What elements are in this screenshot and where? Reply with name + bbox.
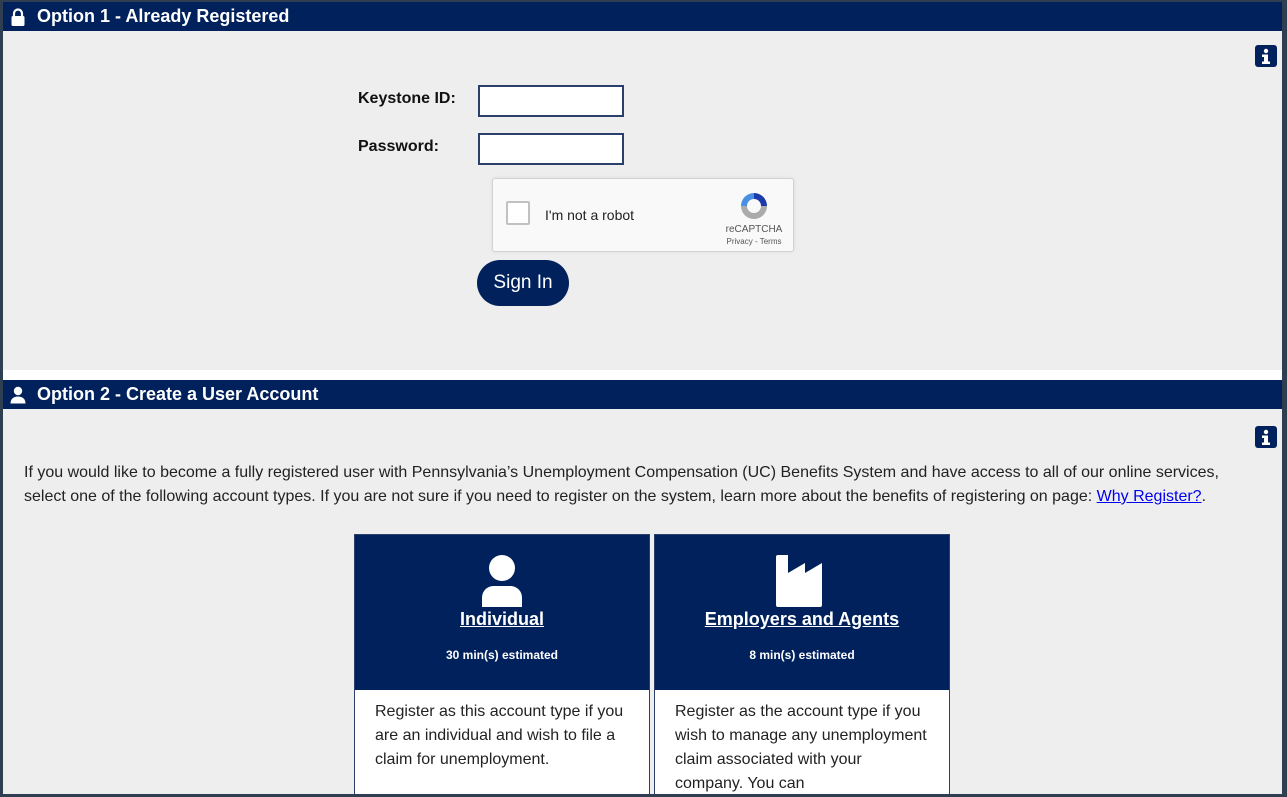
person-icon	[474, 553, 530, 609]
account-card-employers[interactable]	[654, 534, 950, 794]
individual-estimate: 30 min(s) estimated	[445, 648, 559, 662]
recaptcha-brand: reCAPTCHA	[725, 224, 783, 235]
recaptcha-widget	[492, 178, 794, 252]
factory-icon	[774, 553, 830, 609]
password-label: Password:	[358, 138, 439, 155]
recaptcha-logo-icon	[737, 189, 771, 223]
card-header	[355, 535, 649, 690]
recaptcha-label: I'm not a robot	[545, 207, 635, 223]
sign-in-button[interactable]: Sign In	[477, 260, 569, 306]
keystone-id-input[interactable]	[478, 85, 624, 117]
intro-end: .	[1201, 488, 1207, 505]
card-header	[655, 535, 949, 690]
employers-description: Register as the account type if you wish to manage any unemployment claim associated with your company. You can	[675, 703, 927, 792]
option1-header[interactable]	[3, 2, 1282, 31]
option1-panel	[3, 31, 1282, 370]
password-input[interactable]	[478, 133, 624, 165]
option2-header[interactable]	[3, 380, 1282, 409]
user-icon	[9, 386, 27, 404]
recaptcha-privacy-terms-link[interactable]: Privacy - Terms	[726, 237, 782, 246]
info-icon[interactable]	[1255, 45, 1277, 67]
individual-description: Register as this account type if you are an individual and wish to file a claim for unemployment.	[375, 703, 624, 768]
info-icon[interactable]	[1255, 426, 1277, 448]
employers-estimate: 8 min(s) estimated	[749, 648, 855, 662]
employers-link[interactable]: Employers and Agents	[704, 609, 900, 629]
intro-paragraph	[24, 461, 1264, 509]
individual-link[interactable]: Individual	[459, 609, 544, 629]
option1-title: Option 1 - Already Registered	[37, 6, 290, 26]
account-card-individual[interactable]	[354, 534, 650, 794]
keystone-id-label: Keystone ID:	[358, 90, 456, 107]
intro-text: If you would like to become a fully registered user with Pennsylvania’s Unemployment Compensation (UC) Benefits System and have access to all of our online services, select one of the following account types. If you are not sure if you need to register on the system, learn more about the benefits of registering on page:	[24, 464, 1219, 505]
why-register-link[interactable]: Why Register?	[1096, 488, 1202, 505]
page-frame	[3, 2, 1282, 794]
recaptcha-checkbox[interactable]	[506, 201, 530, 225]
lock-icon	[9, 8, 27, 26]
option2-title: Option 2 - Create a User Account	[37, 384, 319, 404]
